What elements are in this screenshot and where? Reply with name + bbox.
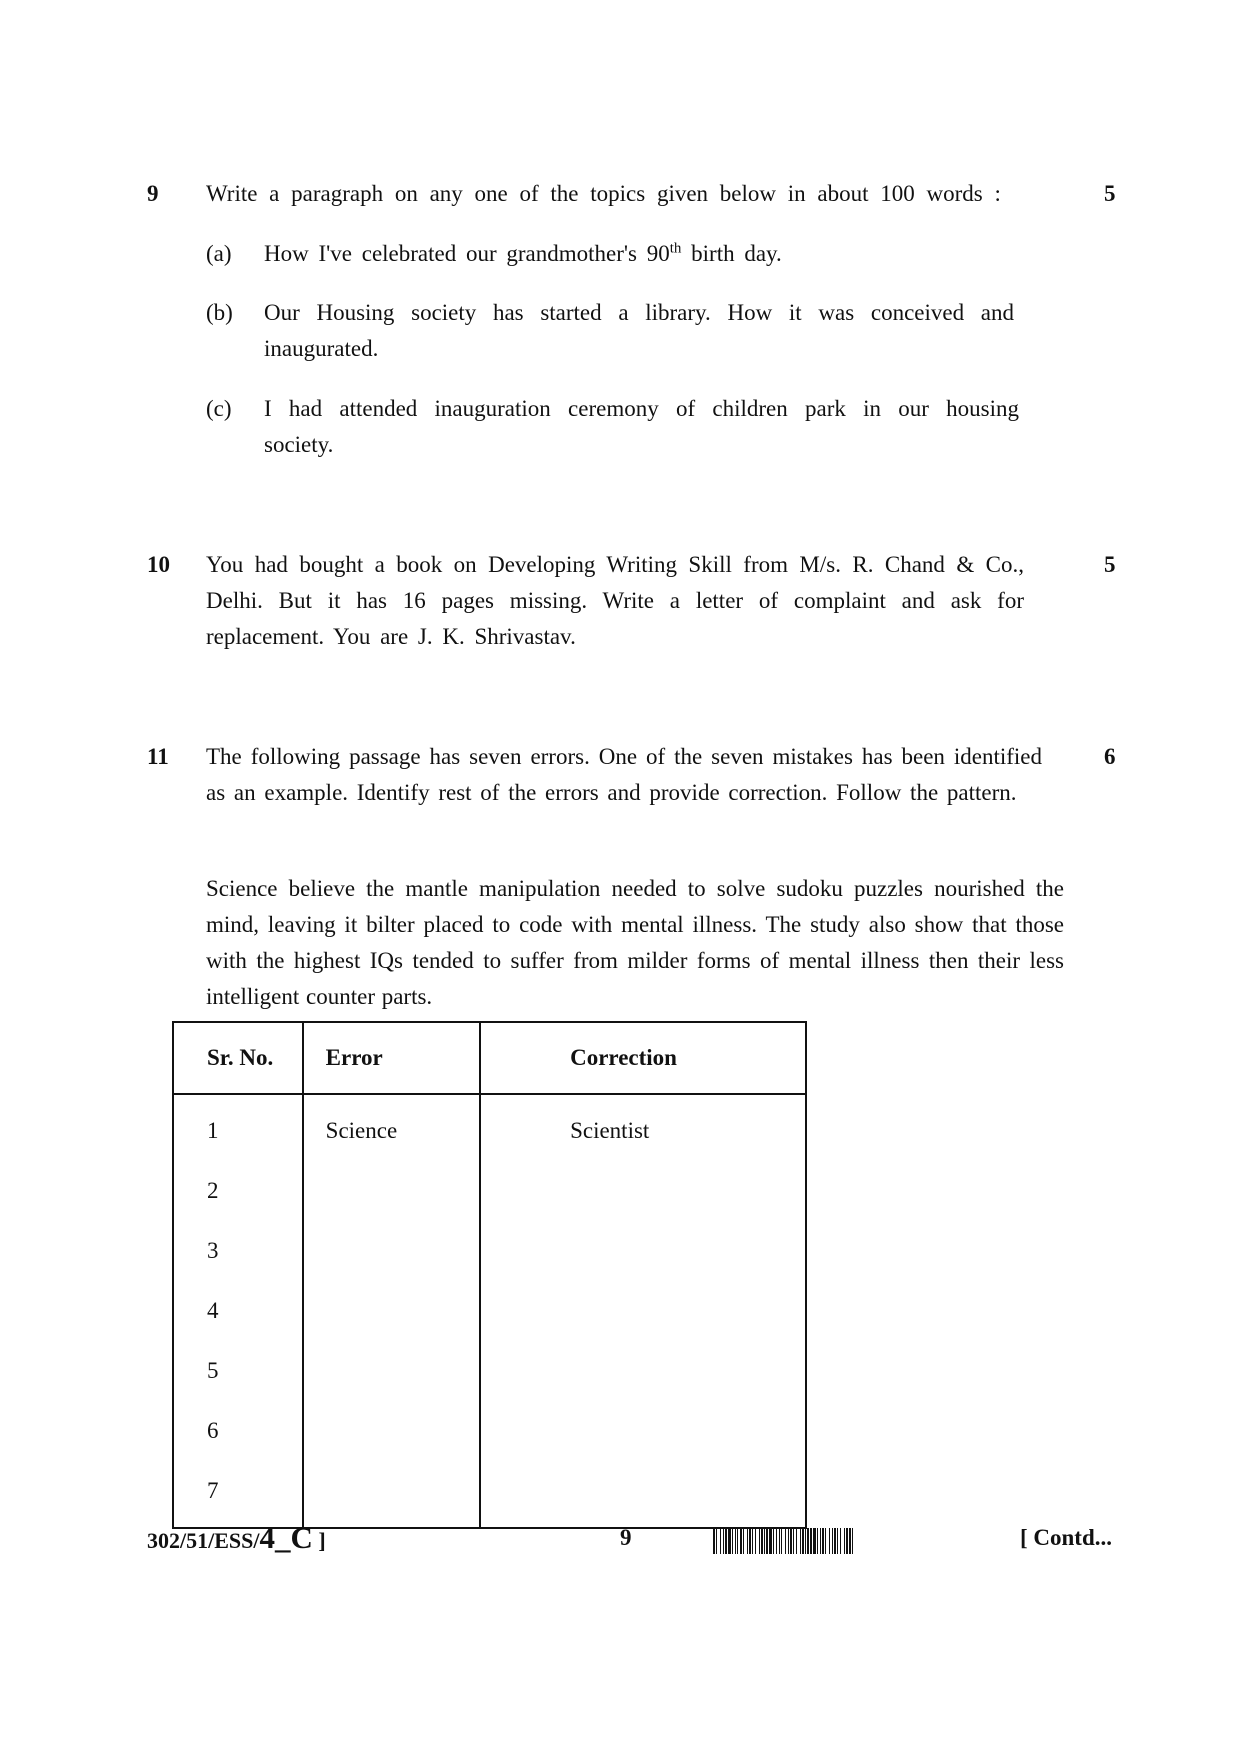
question-text: The following passage has seven errors. One of the seven mistakes has been identified as an example. Identify rest of the errors and provide correction. Follow the pattern.: [206, 744, 1042, 805]
question-marks: 5: [1104, 552, 1116, 577]
question-number: 11: [147, 744, 169, 769]
paper-code-set: 4_C: [259, 1520, 313, 1555]
table-cell-sr: 4: [207, 1298, 219, 1323]
table-cell-sr: 7: [207, 1478, 219, 1503]
question-marks: 5: [1104, 181, 1116, 206]
table-cell-sr: 5: [207, 1358, 219, 1383]
paper-code-prefix: 302/51/ESS/: [147, 1528, 260, 1553]
table-cell-correction: [570, 1167, 805, 1227]
option-label: (b): [206, 300, 233, 325]
option-label: (a): [206, 241, 232, 266]
table-cell-error: Science: [325, 1118, 398, 1143]
option-label: (c): [206, 396, 232, 421]
header-error: Error: [303, 1022, 480, 1094]
barcode-bar: [853, 1528, 856, 1554]
header-sr-no: Sr. No.: [173, 1022, 303, 1094]
table-cell-error: [326, 1347, 479, 1407]
paper-code-suffix: ]: [312, 1528, 326, 1553]
option-text: I had attended inauguration ceremony of children park in our housing society.: [264, 396, 1019, 457]
page-number: 9: [620, 1525, 632, 1550]
error-correction-table: [172, 1021, 807, 1529]
table-cell-error: [326, 1407, 479, 1467]
option-text: How I've celebrated our grandmother's 90th birth day.: [264, 240, 782, 266]
question-text: You had bought a book on Developing Writing Skill from M/s. R. Chand & Co., Delhi. But it has 16 pages missing. Write a letter of complaint and ask for replacement. You are J. K. Shrivastav.: [206, 552, 1024, 649]
barcode-icon: [713, 1528, 983, 1554]
table-cell-error: [326, 1467, 479, 1527]
table-cell-sr: 6: [207, 1418, 219, 1443]
question-prompt: Write a paragraph on any one of the topics given below in about 100 words :: [206, 181, 1001, 206]
question-number: 9: [147, 181, 159, 206]
paper-code: [147, 1520, 326, 1559]
option-text: Our Housing society has started a library. How it was conceived and inaugurated.: [264, 300, 1014, 361]
table-cell-error: [326, 1227, 479, 1287]
table-cell-error: [326, 1287, 479, 1347]
question-number: 10: [147, 552, 170, 577]
table-cell-sr: 3: [207, 1238, 219, 1263]
question-marks: 6: [1104, 744, 1116, 769]
error-column: [303, 1094, 480, 1528]
table-cell-error: [326, 1167, 479, 1227]
table-cell-sr: 2: [207, 1178, 219, 1203]
table-cell-sr: 1: [207, 1118, 219, 1143]
table-cell-correction: [570, 1347, 805, 1407]
table-cell-correction: [570, 1227, 805, 1287]
correction-column: [480, 1094, 806, 1528]
sr-column: [173, 1094, 303, 1528]
error-passage: Science believe the mantle manipulation needed to solve sudoku puzzles nourished the mind, leaving it bilter placed to code with mental illness. The study also show that those with the highest IQs tended to suffer from milder forms of mental illness then their less intelligent counter parts.: [206, 876, 1064, 1009]
continued-label: [ Contd...: [1020, 1525, 1113, 1550]
table-cell-correction: [570, 1287, 805, 1347]
table-cell-correction: Scientist: [570, 1118, 650, 1143]
table-cell-correction: [570, 1407, 805, 1467]
header-correction: Correction: [480, 1022, 806, 1094]
table-cell-correction: [570, 1467, 805, 1527]
